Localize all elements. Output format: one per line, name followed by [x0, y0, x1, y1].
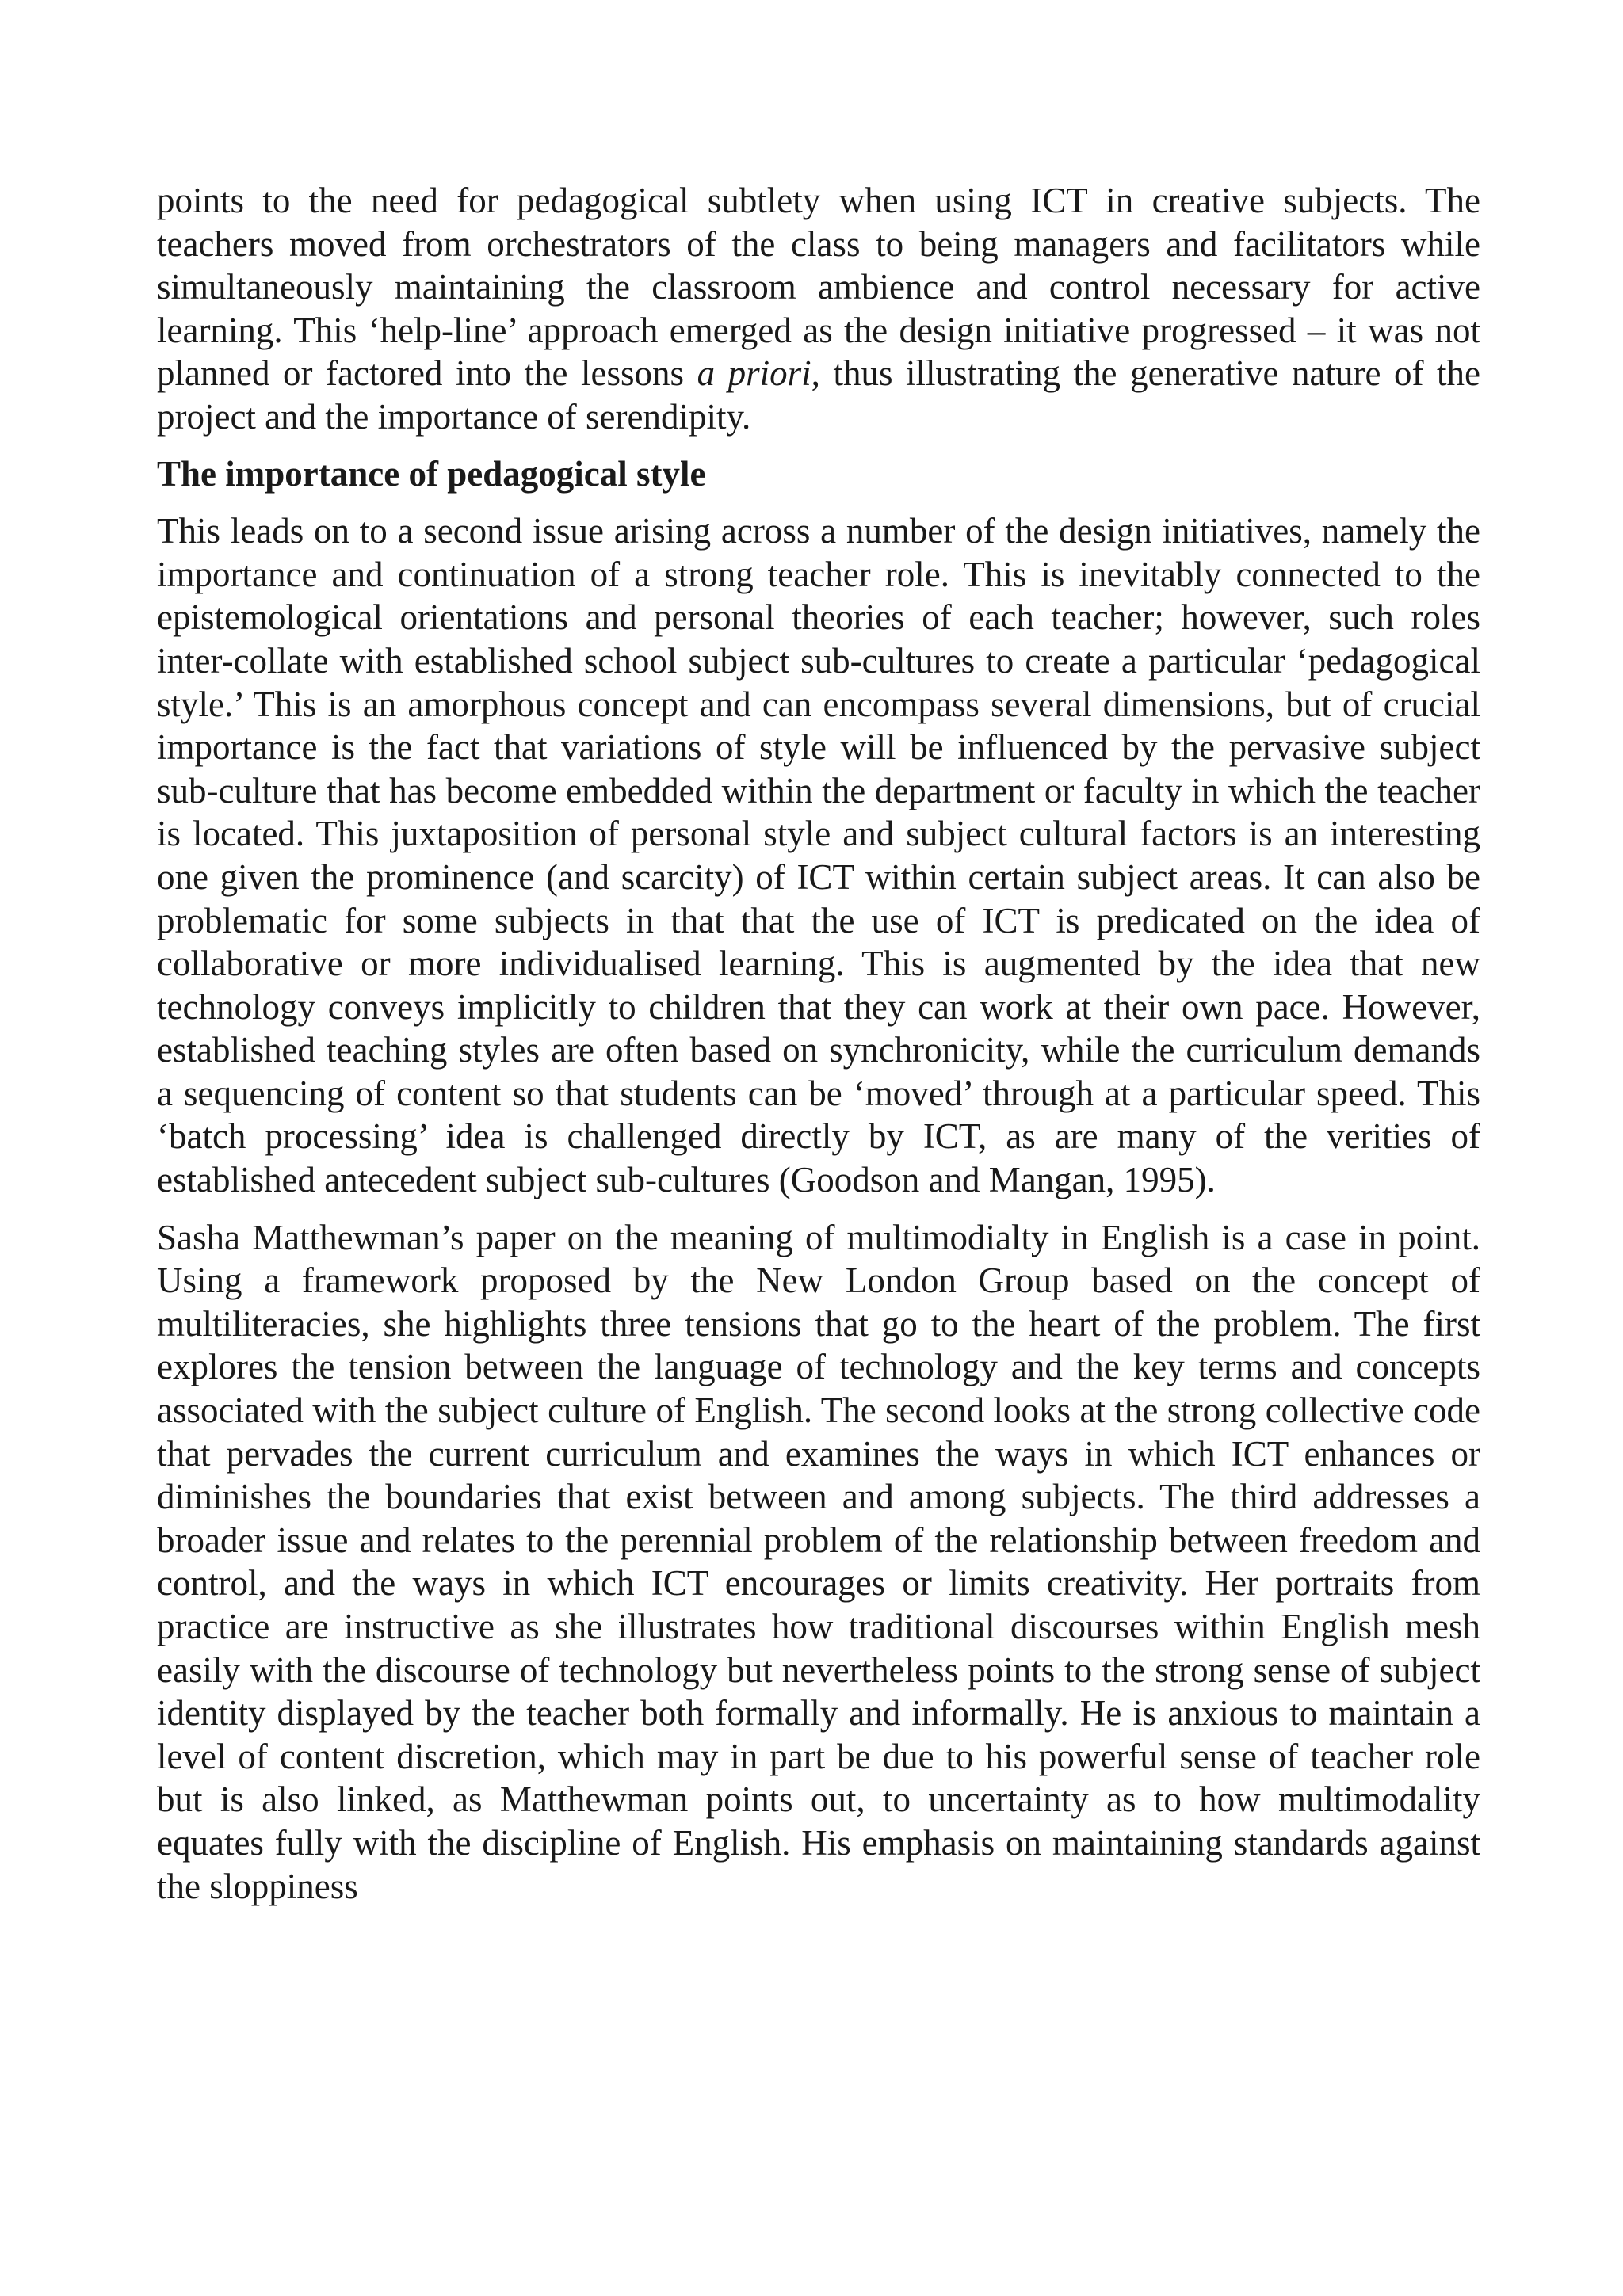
italic-a-priori: a priori [697, 353, 812, 394]
paragraph-serendipity [157, 179, 1480, 439]
paragraph-serendipity-text: points to the need for pedagogical subtlety when using ICT in creative subjects. The teachers moved from orchestrators of the class to being managers and facilitators while simultaneously maintaining the classroom ambience and control necessary for active learning. This ‘help-line’ approach emerged as the design initiative progressed – it was not planned or factored into the lessons [157, 181, 1480, 394]
document-page [157, 179, 1480, 1908]
section-heading: The importance of pedagogical style [157, 453, 706, 494]
paragraph-matthewman: Sasha Matthewman’s paper on the meaning of multimodialty in English is a case in point. Using a framework proposed by the New London Group based on the concept of multiliteracies, she highlights three tensions that go to the heart of the problem. The first explores the tension between the language of technology and the key terms and concepts associated with the subject culture of English. The second looks at the strong collective code that pervades the current curriculum and examines the ways in which ICT enhances or diminishes the boundaries that exist between and among subjects. The third addresses a broader issue and relates to the perennial problem of the relationship between freedom and control, and the ways in which ICT encourages or limits creativity. Her portraits from practice are instructive as she illustrates how traditional discourses within English mesh easily with the discourse of technology but nevertheless points to the strong sense of subject identity displayed by the teacher both formally and informally. He is anxious to maintain a level of content discretion, which may in part be due to his powerful sense of teacher role but is also linked, as Matthewman points out, to uncertainty as to how multimodality equates fully with the discipline of English. His emphasis on maintaining standards against the sloppiness [157, 1217, 1480, 1906]
paragraph-pedagogical-style: This leads on to a second issue arising across a number of the design initiatives, namely the importance and continuation of a strong teacher role. This is inevitably connected to the epistemological orientations and personal theories of each teacher; however, such roles inter-collate with established school subject sub-cultures to create a particular ‘pedagogical style.’ This is an amorphous concept and can encompass several dimensions, but of crucial importance is the fact that variations of style will be influenced by the pervasive subject sub-culture that has become embedded within the department or faculty in which the teacher is located. This juxtaposition of personal style and subject cultural factors is an interesting one given the prominence (and scarcity) of ICT within certain subject areas. It can also be problematic for some subjects in that that the use of ICT is predicated on the idea of collaborative or more individualised learning. This is augmented by the idea that new technology conveys implicitly to children that they can work at their own pace. However, established teaching styles are often based on synchronicity, while the curriculum demands a sequencing of content so that students can be ‘moved’ through at a particular speed. This ‘batch processing’ idea is challenged directly by ICT, as are many of the verities of established antecedent subject sub-cultures (Goodson and Mangan, 1995). [157, 511, 1480, 1200]
paragraph-serendipity-text-end: , thus illustrating the generative nature of the project and the importance of serendipity. [157, 353, 1480, 437]
